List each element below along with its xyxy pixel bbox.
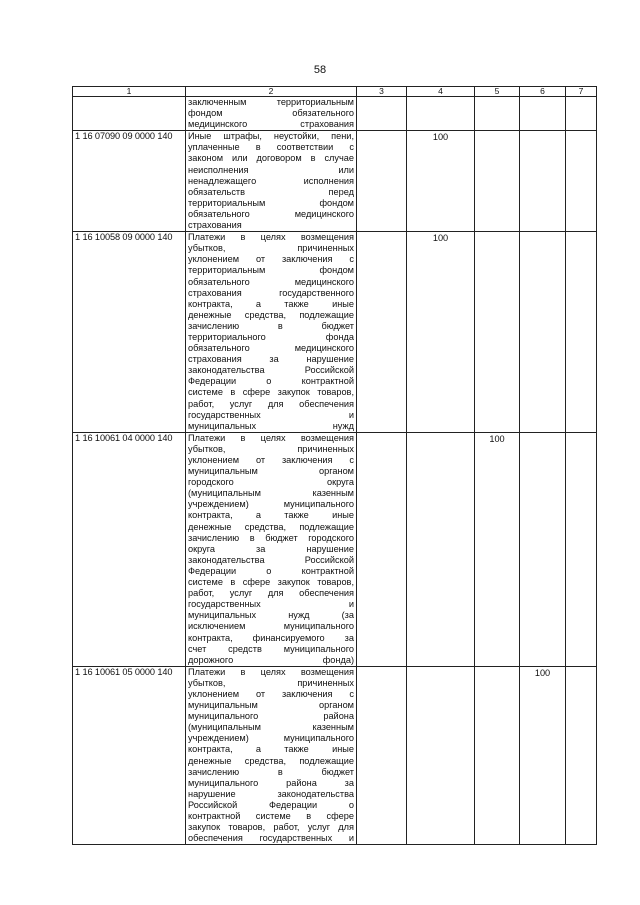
table-row	[73, 432, 597, 666]
column-header: 5	[475, 87, 520, 97]
description-line: закупок товаров, работ, услуг для	[188, 822, 354, 833]
value-cell-col6	[520, 432, 566, 666]
description-line: исключением муниципального	[188, 621, 354, 632]
description-line: фондом обязательного	[188, 108, 354, 119]
description-line: обязательного медицинского	[188, 208, 354, 219]
page-number: 58	[313, 64, 327, 76]
value-cell-col3	[357, 232, 407, 433]
description-line: (муниципальным казенным	[188, 722, 354, 733]
budget-code: 1 16 10058 09 0000 140	[73, 232, 186, 433]
description-line: обеспечения государственных и	[188, 833, 354, 844]
description-line: городского округа	[188, 477, 354, 488]
value-cell-col4	[407, 97, 475, 131]
description-line: Федерации о контрактной	[188, 565, 354, 576]
value-cell-col7	[566, 97, 597, 131]
description-line: системе в сфере закупок товаров,	[188, 387, 354, 398]
description-line: контракта, а также иные	[188, 510, 354, 521]
description-line: муниципальным органом	[188, 700, 354, 711]
column-header: 6	[520, 87, 566, 97]
budget-code: 1 16 10061 04 0000 140	[73, 432, 186, 666]
budget-code: 1 16 07090 09 0000 140	[73, 131, 186, 232]
description-line: медицинского страхования	[188, 119, 354, 130]
description-line: счет средств муниципального	[188, 643, 354, 654]
description-line: контракта, а также иные	[188, 298, 354, 309]
column-header: 7	[566, 87, 597, 97]
description-line: законодательства Российской	[188, 365, 354, 376]
description-line: денежные средства, подлежащие	[188, 755, 354, 766]
description-line: территориального фонда	[188, 331, 354, 342]
description-line: ненадлежащего исполнения	[188, 175, 354, 186]
description-line: контракта, финансируемого за	[188, 632, 354, 643]
description-line: убытков, причиненных	[188, 243, 354, 254]
description-line: зачислению в бюджет городского	[188, 532, 354, 543]
value-text: 100	[432, 233, 449, 244]
column-number-row	[73, 87, 597, 97]
description-line: страхования	[188, 220, 242, 231]
value-cell-col6	[520, 97, 566, 131]
value-cell-col5	[475, 97, 520, 131]
value-cell-col3	[357, 666, 407, 845]
description-line: убытков, причиненных	[188, 443, 354, 454]
value-cell-col7	[566, 666, 597, 845]
table-row	[73, 131, 597, 232]
description-line: работ, услуг для обеспечения	[188, 588, 354, 599]
description-line: муниципальных нужд	[188, 420, 354, 431]
description-line: законодательства Российской	[188, 554, 354, 565]
description-line: государственных и	[188, 409, 354, 420]
description-line: муниципальным органом	[188, 466, 354, 477]
description-line: уклонением от заключения с	[188, 254, 354, 265]
description-line: Платежи в целях возмещения	[188, 666, 354, 677]
revenue-description	[186, 432, 357, 666]
value-cell-col7	[566, 232, 597, 433]
description-line: уклонением от заключения с	[188, 688, 354, 699]
description-line: заключенным территориальным	[188, 97, 354, 107]
budget-code	[73, 97, 186, 131]
description-line: дорожного фонда)	[188, 654, 354, 665]
description-line: муниципальных нужд (за	[188, 610, 354, 621]
description-line: уклонением от заключения с	[188, 455, 354, 465]
description-line: муниципального района за	[188, 777, 354, 788]
value-cell-col4	[407, 432, 475, 666]
description-line: учреждением) муниципального	[188, 733, 354, 744]
description-line: неисполнения или	[188, 164, 354, 175]
value-cell-col4	[407, 232, 475, 433]
description-line: законом или договором в случае	[188, 153, 354, 164]
table-row	[73, 666, 597, 845]
value-cell-col5	[475, 232, 520, 433]
description-line: Иные штрафы, неустойки, пени,	[188, 131, 354, 142]
description-line: обязательств перед	[188, 186, 354, 197]
column-header: 1	[73, 87, 186, 97]
table-row	[73, 232, 597, 433]
description-line: страхования за нарушение	[188, 354, 354, 365]
description-line: зачислению в бюджет	[188, 320, 354, 331]
revenue-description	[186, 666, 357, 845]
value-text: 100	[489, 433, 505, 444]
value-cell-col3	[357, 131, 407, 232]
description-line: Российской Федерации о	[188, 799, 354, 810]
column-header: 2	[186, 87, 357, 97]
value-text: 100	[534, 667, 551, 678]
description-line: округа за нарушение	[188, 543, 354, 554]
description-line: Платежи в целях возмещения	[188, 232, 354, 243]
description-line: государственных и	[188, 599, 354, 610]
value-text: 100	[432, 132, 449, 143]
description-line: обязательного медицинского	[188, 276, 354, 287]
description-line: (муниципальным казенным	[188, 488, 354, 499]
value-cell-col7	[566, 432, 597, 666]
description-line: денежные средства, подлежащие	[188, 309, 354, 320]
description-line: системе в сфере закупок товаров,	[188, 577, 354, 588]
value-cell-col3	[357, 97, 407, 131]
description-line: обязательного медицинского	[188, 343, 354, 354]
description-line: контрактной системе в сфере	[188, 811, 354, 821]
value-cell-col5	[475, 131, 520, 232]
description-line: зачислению в бюджет	[188, 766, 354, 777]
revenue-description	[186, 97, 357, 131]
description-line: денежные средства, подлежащие	[188, 521, 354, 532]
description-line: страхования государственного	[188, 287, 354, 298]
revenue-description	[186, 131, 357, 232]
budget-code: 1 16 10061 05 0000 140	[73, 666, 186, 845]
value-cell-col4	[407, 131, 475, 232]
value-cell-col6	[520, 666, 566, 845]
description-line: учреждением) муниципального	[188, 499, 354, 510]
description-line: нарушение законодательства	[188, 788, 354, 799]
value-cell-col5	[475, 432, 520, 666]
value-cell-col3	[357, 432, 407, 666]
description-line: убытков, причиненных	[188, 677, 354, 688]
description-line: контракта, а также иные	[188, 744, 354, 755]
description-line: работ, услуг для обеспечения	[188, 398, 354, 409]
description-line: Федерации о контрактной	[188, 376, 354, 387]
table-row	[73, 97, 597, 131]
description-line: Платежи в целях возмещения	[188, 432, 354, 443]
description-line: муниципального района	[188, 711, 354, 722]
column-header: 4	[407, 87, 475, 97]
value-cell-col6	[520, 232, 566, 433]
description-line: уплаченные в соответствии с	[188, 142, 354, 153]
value-cell-col5	[475, 666, 520, 845]
budget-table	[72, 86, 597, 845]
description-line: территориальным фондом	[188, 197, 354, 208]
column-header: 3	[357, 87, 407, 97]
value-cell-col4	[407, 666, 475, 845]
value-cell-col7	[566, 131, 597, 232]
description-line: территориальным фондом	[188, 265, 354, 276]
revenue-description	[186, 232, 357, 433]
value-cell-col6	[520, 131, 566, 232]
